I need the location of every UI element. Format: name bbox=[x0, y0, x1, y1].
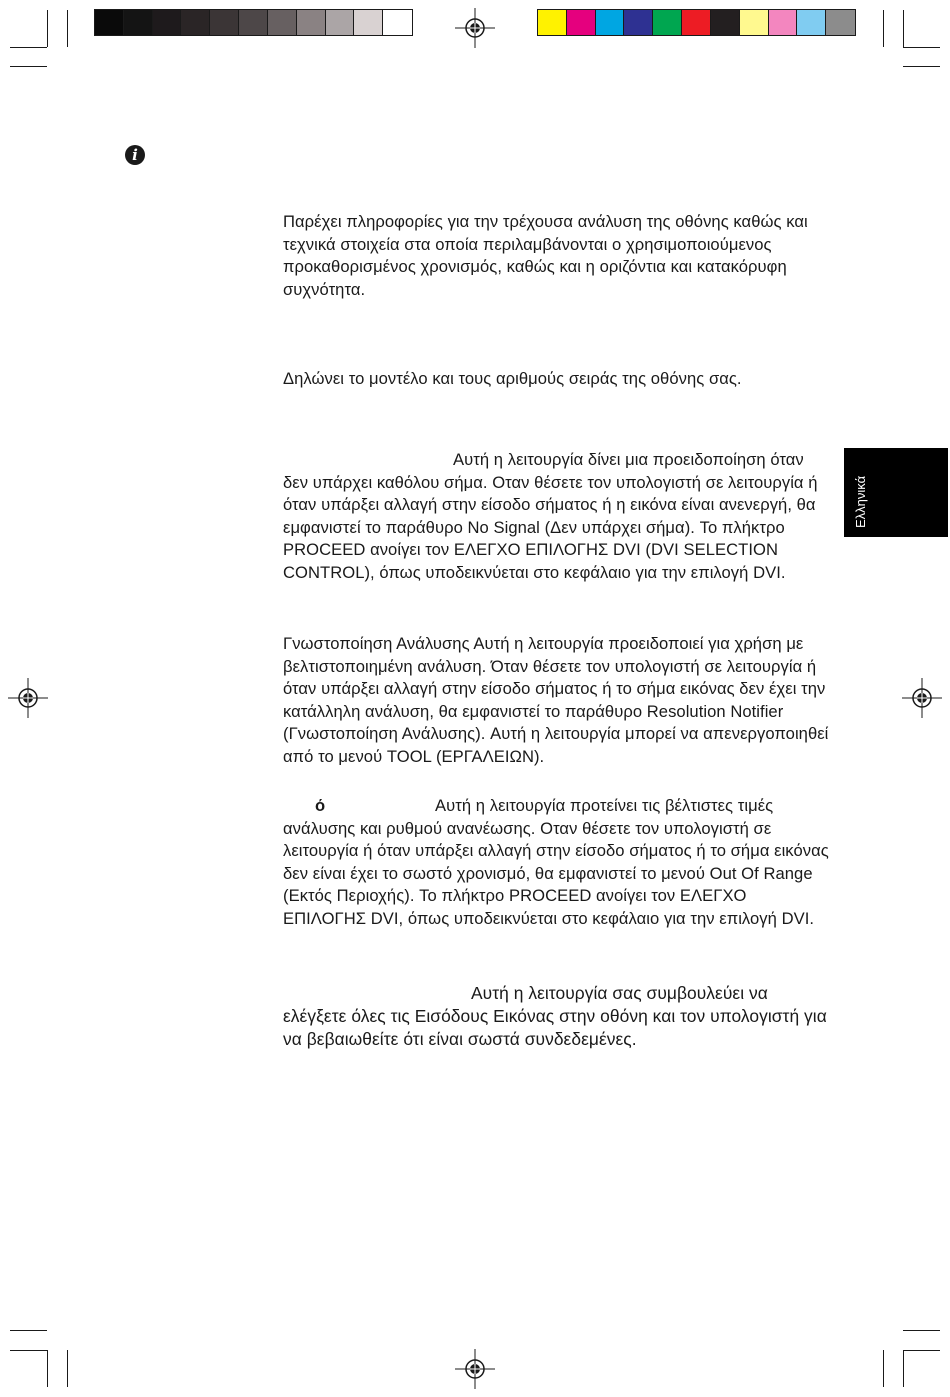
color-swatch bbox=[740, 10, 769, 35]
crop-mark bbox=[67, 10, 68, 47]
crop-mark bbox=[883, 10, 884, 47]
crop-mark bbox=[67, 1350, 68, 1387]
color-swatch bbox=[239, 10, 268, 35]
color-swatch bbox=[268, 10, 297, 35]
no-signal-text: Αυτή η λειτουργία δίνει μια προειδοποίηση όταν δεν υπάρχει καθόλου σήμα. Οταν θέσετε τον υπολογιστή σε λειτουργία ή όταν υπάρξει αλλαγή στην είσοδο σήματος ή η εικόνα είναι ανενεργή, θα εμφανιστεί το παράθυρο No Signal (Δεν υπάρχει σήμα). Το πλήκτρο PROCEED ανοίγει τον ΕΛΕΓΧΟ ΕΠΙΛΟΓΗΣ DVI (DVI SELECTION CONTROL), όπως υποδεικνύεται στο κεφάλαιο για την επιλογή DVI. bbox=[283, 450, 818, 582]
registration-mark-icon bbox=[902, 678, 942, 718]
registration-mark-icon bbox=[455, 8, 495, 48]
paragraph-information: Παρέχει πληροφορίες για την τρέχουσα ανάλυση της οθόνης καθώς και τεχνικά στοιχεία στα οποία περιλαμβάνονται ο χρησιμοποιούμενος προκαθορισμένος χρονισμός, καθώς και η οριζόντια και κατακόρυφη συχνότητα. bbox=[283, 212, 808, 299]
crop-mark bbox=[10, 47, 47, 48]
crop-mark bbox=[883, 1350, 884, 1387]
paragraph-out-of-range bbox=[283, 795, 833, 930]
color-swatch bbox=[326, 10, 355, 35]
crop-mark bbox=[903, 47, 940, 48]
paragraph-check-inputs bbox=[283, 982, 833, 1051]
crop-mark bbox=[10, 1350, 47, 1351]
color-swatch bbox=[153, 10, 182, 35]
color-swatch bbox=[95, 10, 124, 35]
paragraph-resolution-notifier: Γνωστοποίηση Ανάλυσης Αυτή η λειτουργία προειδοποιεί για χρήση με βελτιστοποιημένη ανάλυση. Όταν θέσετε τον υπολογιστή σε λειτουργία ή όταν υπάρξει αλλαγή στην είσοδο σήματος ή το σήμα εικόνας δεν έχει την κατάλληλη ανάλυση, θα εμφανιστεί το παράθυρο Resolution Notifier (Γνωστοποίηση Ανάλυσης). Αυτή η λειτουργία μπορεί να απενεργοποιηθεί από το μενού TOOL (ΕΡΓΑΛΕΙΩΝ). bbox=[283, 634, 829, 766]
color-swatch bbox=[826, 10, 855, 35]
crop-mark bbox=[903, 1350, 940, 1351]
color-swatch bbox=[682, 10, 711, 35]
paragraph-monitor-info: Δηλώνει το μοντέλο και τους αριθμούς σειράς της οθόνης σας. bbox=[283, 369, 742, 388]
check-inputs-text: Αυτή η λειτουργία σας συμβουλεύει να ελέγξετε όλες τις Εισόδους Εικόνας στην οθόνη και τον υπολογιστή για να βεβαιωθείτε ότι είναι σωστά συνδεδεμένες. bbox=[283, 983, 827, 1049]
color-swatch bbox=[383, 10, 412, 35]
color-swatch bbox=[624, 10, 653, 35]
color-swatch bbox=[354, 10, 383, 35]
out-of-range-lead: ό bbox=[315, 796, 326, 815]
crop-mark bbox=[903, 1330, 940, 1331]
color-swatch bbox=[538, 10, 567, 35]
color-swatch bbox=[711, 10, 740, 35]
crop-mark bbox=[10, 1330, 47, 1331]
grayscale-color-bar bbox=[94, 9, 413, 36]
registration-mark-icon bbox=[8, 678, 48, 718]
language-side-tab bbox=[844, 448, 948, 537]
color-swatch bbox=[797, 10, 826, 35]
color-swatch bbox=[124, 10, 153, 35]
process-color-bar bbox=[537, 9, 856, 36]
info-icon: i bbox=[125, 145, 145, 165]
crop-mark bbox=[903, 66, 940, 67]
crop-mark bbox=[10, 66, 47, 67]
paragraph-no-signal bbox=[283, 449, 833, 584]
color-swatch bbox=[297, 10, 326, 35]
language-tab-label: Ελληνικά bbox=[853, 475, 868, 528]
color-swatch bbox=[210, 10, 239, 35]
crop-mark bbox=[903, 10, 904, 47]
color-swatch bbox=[769, 10, 798, 35]
color-swatch bbox=[596, 10, 625, 35]
color-swatch bbox=[653, 10, 682, 35]
crop-mark bbox=[47, 1350, 48, 1387]
out-of-range-text: Αυτή η λειτουργία προτείνει τις βέλτιστες τιμές ανάλυσης και ρυθμού ανανέωσης. Οταν θέσετε τον υπολογιστή σε λειτουργία ή όταν υπάρξει αλλαγή στην είσοδο σήματος ή το σήμα εικόνας δεν είναι έχει το σωστό χρονισμό, θα εμφανιστεί το μενού Out Of Range (Εκτός Περιοχής). Το πλήκτρο PROCEED ανοίγει τον ΕΛΕΓΧΟ ΕΠΙΛΟΓΗΣ DVI, όπως υποδεικνύεται στο κεφάλαιο για την επιλογή DVI. bbox=[283, 796, 829, 928]
crop-mark bbox=[47, 10, 48, 47]
crop-mark bbox=[903, 1350, 904, 1387]
registration-mark-icon bbox=[455, 1349, 495, 1389]
color-swatch bbox=[567, 10, 596, 35]
color-swatch bbox=[181, 10, 210, 35]
